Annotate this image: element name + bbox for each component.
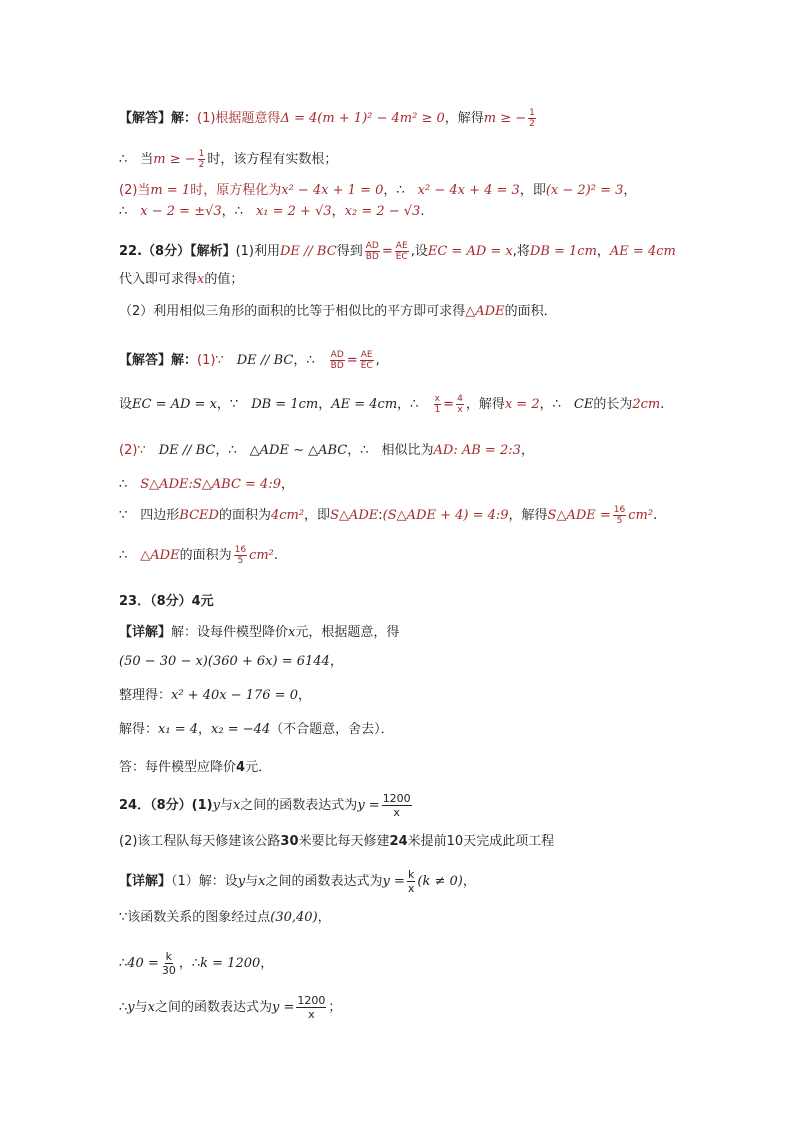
text-segment: 的值； [204,272,244,287]
text-segment: (2)该工程队每天修建该公路 [119,834,281,849]
text-segment: = [443,397,455,412]
text-segment: (1) [191,798,213,813]
fraction-denominator: 2 [198,160,205,170]
math-expression: S△ADE [330,508,379,523]
text-segment: （2）利用相似三角形的面积的比等于相似比的平方即可求得 [119,304,466,319]
text-segment: ，∴ [221,204,256,219]
text-segment: ， [331,204,345,219]
text-segment: . [653,508,658,523]
math-expression: x₁ = 4 [158,722,198,737]
text-segment: ,设 [410,244,428,259]
math-expression: x² − 4x + 4 = 3 [417,183,520,198]
text-segment: （1）解：设 [171,874,238,889]
text-segment: 得到 [336,244,363,259]
text-line-l15 [119,623,399,643]
math-expression: k = 1200 [200,956,261,971]
math-expression: y [127,1000,135,1015]
fraction [395,241,409,262]
text-line-l22 [119,868,476,895]
text-line-l23 [119,908,331,928]
text-segment: 的面积为 [218,508,271,523]
text-segment: 30 [280,834,299,849]
math-expression: EC = AD = x [427,244,513,259]
text-segment: ，即 [304,508,331,523]
fraction [382,792,412,819]
math-expression: x₁ = 2 + √3 [255,204,332,219]
text-segment: ， [462,874,476,889]
math-expression: DB = 1cm [529,244,597,259]
text-segment: ， [318,397,332,412]
text-segment: ， [520,443,534,458]
fraction [528,108,536,129]
math-expression: 40 = [127,956,159,971]
text-segment: 与 [134,1000,148,1015]
text-segment: ，即 [519,183,546,198]
text-segment: 之间的函数表达式为 [240,798,358,813]
text-segment: 时，原方程化为 [190,183,282,198]
math-expression: (k ≠ 0) [417,874,463,889]
math-expression: m ≥ − [483,111,527,126]
text-segment: 之间的函数表达式为 [155,1000,273,1015]
text-segment: ，∴ [178,956,201,971]
math-expression: m ≥ − [153,152,196,167]
text-segment: 24 [389,834,408,849]
math-expression: m = 1 [150,183,191,198]
text-segment: 元，根据题意，得 [295,625,400,640]
text-segment: 【详解】 [119,874,172,889]
fraction [198,149,206,170]
fraction-numerator: 1 [529,108,535,118]
text-segment: ∵该函数关系的图象经过点 [119,910,271,925]
math-expression: cm² [249,548,274,563]
math-expression: x [232,798,241,813]
text-line-l1 [119,108,538,129]
text-segment: ,将 [512,244,530,259]
math-expression: x² − 4x + 1 = 0 [281,183,384,198]
math-expression: DB = 1cm [251,397,319,412]
math-expression: y [237,874,246,889]
fraction [330,350,345,371]
text-segment: 【解答】解： [119,111,198,126]
text-line-l20 [119,792,414,819]
math-expression: BCED [179,508,219,523]
text-segment: （不合题意，舍去）． [270,722,394,737]
math-expression: x [288,625,296,640]
fraction [456,394,464,415]
text-segment: 代入即可求得 [119,272,198,287]
text-segment: ，∴ 相似比为 [347,443,434,458]
text-segment: = [381,244,393,259]
text-segment: 的长为 [593,397,633,412]
text-line-l5 [119,241,676,262]
math-expression: (30,40) [270,910,318,925]
fraction [161,950,177,977]
math-expression: CE [573,397,594,412]
math-expression: x₂ = −44 [211,722,271,737]
text-line-l8 [119,350,380,371]
text-line-l11 [119,475,294,495]
math-expression: x − 2 = ±√3 [140,204,222,219]
text-segment: ∴ [119,477,141,492]
text-segment: ∴ [119,956,128,971]
text-line-l3 [119,181,636,201]
text-segment: ， [623,183,637,198]
text-segment: 天完成此项工程 [463,834,555,849]
text-segment: (1)利用 [235,244,280,259]
text-segment: ，∵ [216,397,252,412]
text-segment: ， [280,477,294,492]
math-expression: y = [272,1000,295,1015]
fraction-denominator: BD [330,361,344,371]
text-line-l18 [119,720,394,740]
text-line-l7 [119,302,557,322]
fraction-numerator: 1200 [382,792,411,805]
text-line-l21 [119,832,554,852]
text-segment: (2)∵ [119,443,159,458]
text-line-l4 [119,202,424,222]
fraction-numerator: AE [360,350,373,360]
text-segment: : [378,508,383,523]
math-expression: AE = 4cm [331,397,398,412]
text-segment: ， [298,688,312,703]
text-segment: 【解答】解： [119,353,198,368]
text-segment: 10 [446,834,464,849]
text-segment: ， [596,244,610,259]
math-expression: Δ = 4(m + 1)² − 4m² ≥ 0 [280,111,445,126]
text-segment: 元． [245,760,272,775]
text-segment: 24．（8分） [119,798,192,813]
text-segment: (1)根据题意得 [197,111,281,126]
text-segment: ∴ [119,204,141,219]
fraction [296,994,326,1021]
text-segment: 米要比每天修建 [298,834,390,849]
text-segment: 与 [245,874,259,889]
fraction-numerator: k [407,868,415,881]
text-segment: = [346,353,358,368]
text-segment: ， [260,956,274,971]
math-expression: (S△ADE + 4) = 4:9 [382,508,509,523]
math-expression: (x − 2)² = 3 [545,183,624,198]
text-segment: . [273,548,279,563]
text-segment: (1)∵ [197,353,237,368]
text-segment: 的面积． [504,304,557,319]
math-expression: (50 − 30 − x)(360 + 6x) = 6144 [119,654,330,669]
text-segment: ，解得 [508,508,548,523]
fraction-denominator: 5 [616,516,623,526]
math-expression: cm² [628,508,654,523]
text-line-l19 [119,758,271,778]
fraction [433,394,441,415]
fraction-numerator: 16 [613,505,626,515]
math-expression: x = 2 [504,397,540,412]
text-line-l25 [119,994,341,1021]
math-expression: x₂ = 2 − √3 [344,204,421,219]
text-line-l17 [119,686,311,706]
fraction-denominator: x [308,1008,315,1021]
text-segment: ，∴ [215,443,250,458]
fraction-denominator: x [393,806,400,819]
text-segment: (2)当 [119,183,151,198]
math-expression: x [147,1000,155,1015]
fraction-denominator: x [457,405,463,415]
fraction-denominator: BD [365,252,379,262]
text-line-l10 [119,441,534,461]
fraction-denominator: 2 [529,119,535,129]
text-segment: 答：每件模型应降价 [119,760,237,775]
text-segment: 设 [119,397,133,412]
text-segment: . [420,204,425,219]
math-expression: AD: AB = 2:3 [433,443,521,458]
text-segment: ∴ 当 [119,152,154,167]
text-segment: , [375,353,380,368]
text-segment: 【详解】 [119,625,172,640]
text-line-l14 [119,592,214,612]
text-line-l2 [119,149,337,170]
math-expression: △ADE [140,548,180,563]
math-expression: DE // BC [280,244,337,259]
fraction-numerator: AE [395,241,408,251]
text-segment: 的面积为 [179,548,232,563]
math-expression: 4cm² [270,508,305,523]
text-segment: 米提前 [407,834,447,849]
text-segment: 整理得： [119,688,172,703]
fraction-numerator: 16 [234,545,247,555]
fraction-denominator: EC [395,252,408,262]
text-segment: ∴ [119,548,141,563]
text-segment: ，解得 [444,111,484,126]
math-expression: AE = 4cm [609,244,676,259]
text-segment: ， [329,654,343,669]
math-expression: x [258,874,266,889]
text-segment: ∴ [119,1000,128,1015]
text-segment: ，∴ [383,183,418,198]
fraction-numerator: x [434,394,440,404]
text-segment: ，∴ [539,397,574,412]
math-expression: y = [357,798,380,813]
fraction [360,350,374,371]
math-expression: △ADE [465,304,505,319]
text-line-l13 [119,545,278,566]
fraction-numerator: 4 [457,394,463,404]
fraction-numerator: 1 [198,149,205,159]
fraction-denominator: EC [360,361,373,371]
fraction [365,241,380,262]
fraction-denominator: 5 [237,556,244,566]
text-segment: ，解得 [465,397,505,412]
text-line-l12 [119,505,657,526]
text-segment: ，∴ [397,397,432,412]
math-expression: DE // BC [158,443,216,458]
fraction-numerator: AD [365,241,379,251]
math-expression: EC = AD = x [132,397,217,412]
fraction [407,868,416,895]
text-line-l16 [119,652,343,672]
math-expression: DE // BC [236,353,294,368]
math-expression: △ADE ∼ △ABC [249,443,348,458]
text-line-l24 [119,950,273,977]
text-segment: 解得： [119,722,159,737]
fraction-numerator: AD [330,350,344,360]
math-expression: S△ADE = [547,508,611,523]
text-segment: ，∴ [293,353,328,368]
text-segment: 之间的函数表达式为 [265,874,383,889]
math-expression: 2cm [632,397,661,412]
text-segment: ； [328,1000,342,1015]
text-line-l6 [119,270,243,290]
text-segment: 时，该方程有实数根； [207,152,338,167]
fraction [234,545,247,566]
fraction-denominator: 30 [161,964,176,977]
math-expression: y = [382,874,405,889]
text-segment: ， [198,722,212,737]
text-line-l9 [119,394,664,415]
fraction-denominator: 1 [434,405,441,415]
text-segment: ， [317,910,331,925]
text-segment: 22.（8分）【解析】 [119,244,236,259]
math-expression: x [197,272,205,287]
math-expression: y [212,798,220,813]
fraction-numerator: k [165,950,173,963]
text-segment: 解：设每件模型降价 [171,625,289,640]
math-expression: S△ADE:S△ABC = 4:9 [140,477,281,492]
text-segment: ∵ 四边形 [119,508,180,523]
text-segment: 与 [219,798,233,813]
fraction-denominator: x [407,882,415,895]
text-segment: 23．（8分）4元 [119,594,214,609]
fraction-numerator: 1200 [297,994,326,1007]
text-segment: 4 [236,760,246,775]
fraction [613,505,626,526]
text-segment: . [660,397,665,412]
math-expression: x² + 40x − 176 = 0 [171,688,298,703]
